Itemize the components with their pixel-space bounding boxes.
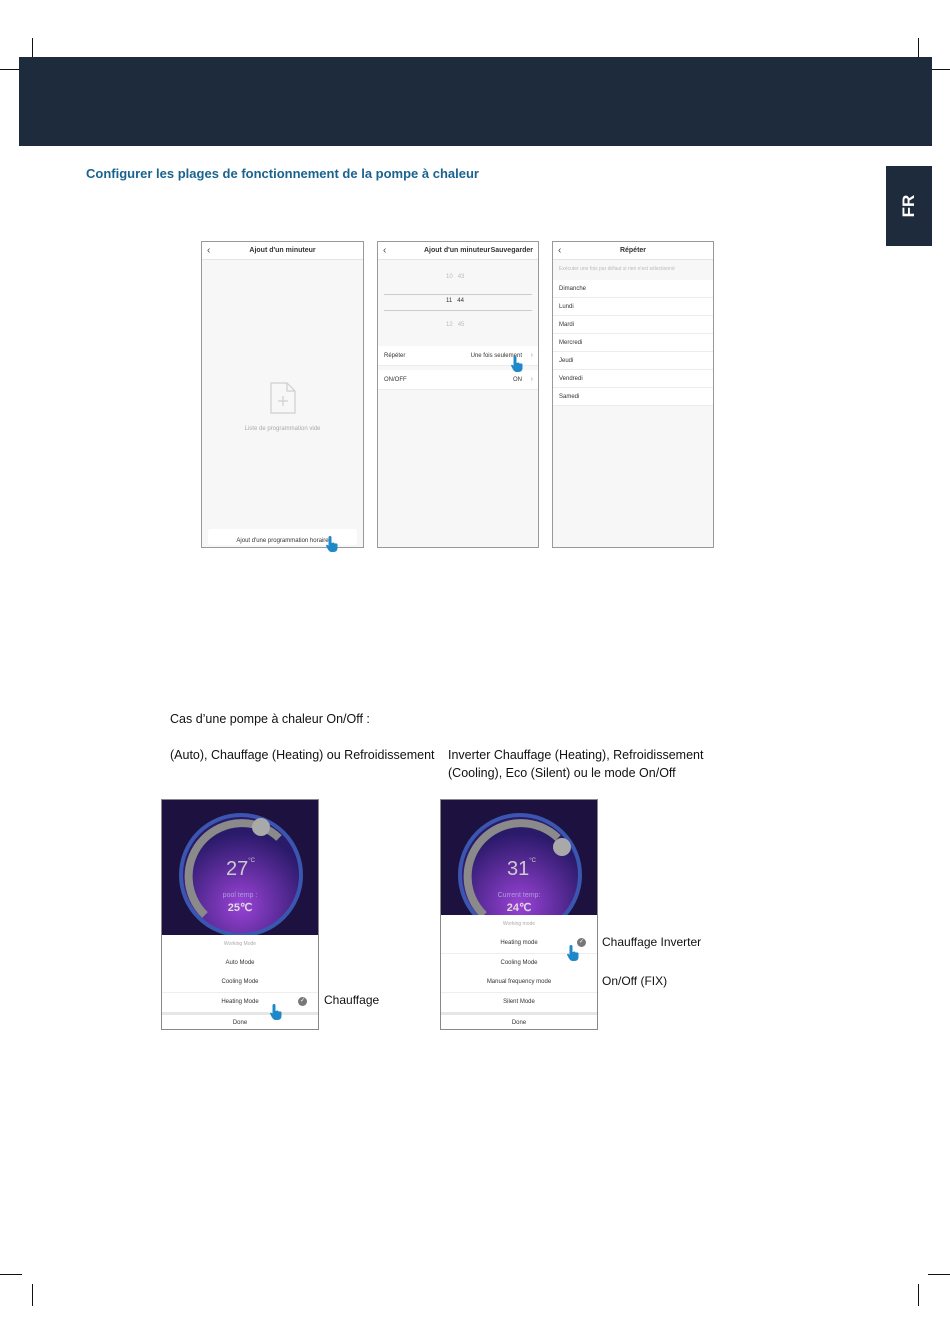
screen-add-timer-edit [377, 241, 539, 548]
mode-item[interactable]: Heating Mode [162, 993, 318, 1013]
mode-item[interactable]: Auto Mode [162, 954, 318, 974]
current-temp-value: 24℃ [506, 902, 532, 914]
mode-item[interactable]: Silent Mode [441, 993, 597, 1013]
picker-next-row: 12 45 [446, 322, 465, 328]
back-icon[interactable]: ‹ [558, 245, 562, 256]
pool-temp-value: 25℃ [227, 902, 253, 914]
app-mode-inverter [440, 799, 598, 1030]
hand-pointer-icon [510, 355, 524, 373]
current-temp-label: Current temp: [497, 892, 541, 899]
section-title: Configurer les plages de fonctionnement de la pompe à chaleur [86, 166, 479, 181]
onoff-case-text: Cas d’une pompe à chaleur On/Off : [170, 712, 370, 726]
text-line-right-1: Inverter Chauffage (Heating), Refroidissement [448, 748, 704, 762]
onoff-row[interactable] [378, 370, 538, 390]
text-line-left: (Auto), Chauffage (Heating) ou Refroidissement [170, 748, 435, 762]
header-banner [19, 57, 932, 146]
back-icon[interactable]: ‹ [383, 245, 387, 256]
hand-pointer-icon [566, 944, 580, 962]
done-button[interactable]: Done [441, 1015, 597, 1030]
callout-heating: Chauffage [324, 993, 380, 1007]
day-item[interactable]: Mardi [553, 316, 713, 334]
mode-item[interactable]: Cooling Mode [162, 973, 318, 993]
day-item[interactable]: Mercredi [553, 334, 713, 352]
onoff-value: ON [513, 377, 522, 383]
picker-prev-row: 10 43 [446, 274, 465, 280]
set-temperature: $27^{^\circ C}$ [226, 858, 255, 880]
add-schedule-label: Ajout d'une programmation horaire [236, 538, 329, 544]
mode-item[interactable]: Manual frequency mode [441, 973, 597, 993]
text-line-right-2: (Cooling), Eco (Silent) ou le mode On/Off [448, 766, 676, 780]
mode-title: Working mode [441, 915, 597, 935]
done-button[interactable]: Done [162, 1015, 318, 1030]
chevron-right-icon: › [530, 352, 533, 359]
crop-mark [928, 1274, 950, 1275]
screen-header [378, 242, 538, 260]
mode-item[interactable]: Cooling Mode [441, 954, 597, 974]
screen-title: Ajout d'un minuteur [249, 247, 316, 254]
check-icon: ✓ [299, 998, 306, 1004]
empty-list-text: Liste de programmation vide [244, 426, 321, 432]
pool-temp-label: pool temp : [222, 892, 258, 899]
save-button[interactable]: Sauvegarder [490, 247, 533, 254]
crop-mark [918, 1284, 919, 1306]
screen-title: Ajout d'un minuteur [424, 247, 491, 254]
repeat-label: Répéter [384, 353, 406, 359]
hand-pointer-icon [269, 1003, 283, 1021]
day-item[interactable]: Jeudi [553, 352, 713, 370]
language-tab [886, 166, 932, 246]
thermostat-panel [162, 800, 318, 935]
time-picker[interactable] [378, 260, 538, 346]
mode-title: Working Mode [162, 935, 318, 955]
day-item[interactable]: Samedi [553, 388, 713, 406]
check-icon: ✓ [578, 939, 585, 945]
screen-repeat [552, 241, 714, 548]
screen-add-timer-empty [201, 241, 364, 548]
language-label: FR [899, 194, 918, 218]
thermostat-panel [441, 800, 597, 915]
screen-header [202, 242, 363, 260]
day-item[interactable]: Dimanche [553, 280, 713, 298]
picker-current-row: 11 44 [446, 298, 464, 304]
callout-inverter-heating: Chauffage Inverter [602, 935, 702, 949]
chevron-right-icon: › [530, 376, 533, 383]
crop-mark [32, 1284, 33, 1306]
set-temperature: $31^{^\circ C}$ [507, 858, 536, 880]
mode-item[interactable]: Heating mode [441, 934, 597, 954]
back-icon[interactable]: ‹ [207, 245, 211, 256]
hand-pointer-icon [325, 535, 339, 553]
repeat-value: Une fois seulement [470, 353, 522, 359]
onoff-label: ON/OFF [384, 377, 407, 383]
screen-title: Répéter [619, 247, 647, 254]
callout-onoff-fix: On/Off (FIX) [602, 974, 668, 988]
repeat-hint: Exécuter une fois par défaut si rien n'est sélectionné [559, 266, 675, 272]
empty-document-icon [269, 382, 297, 414]
crop-mark [0, 1274, 22, 1275]
day-item[interactable]: Vendredi [553, 370, 713, 388]
app-mode-onoff [161, 799, 319, 1030]
screen-header [553, 242, 713, 260]
day-item[interactable]: Lundi [553, 298, 713, 316]
